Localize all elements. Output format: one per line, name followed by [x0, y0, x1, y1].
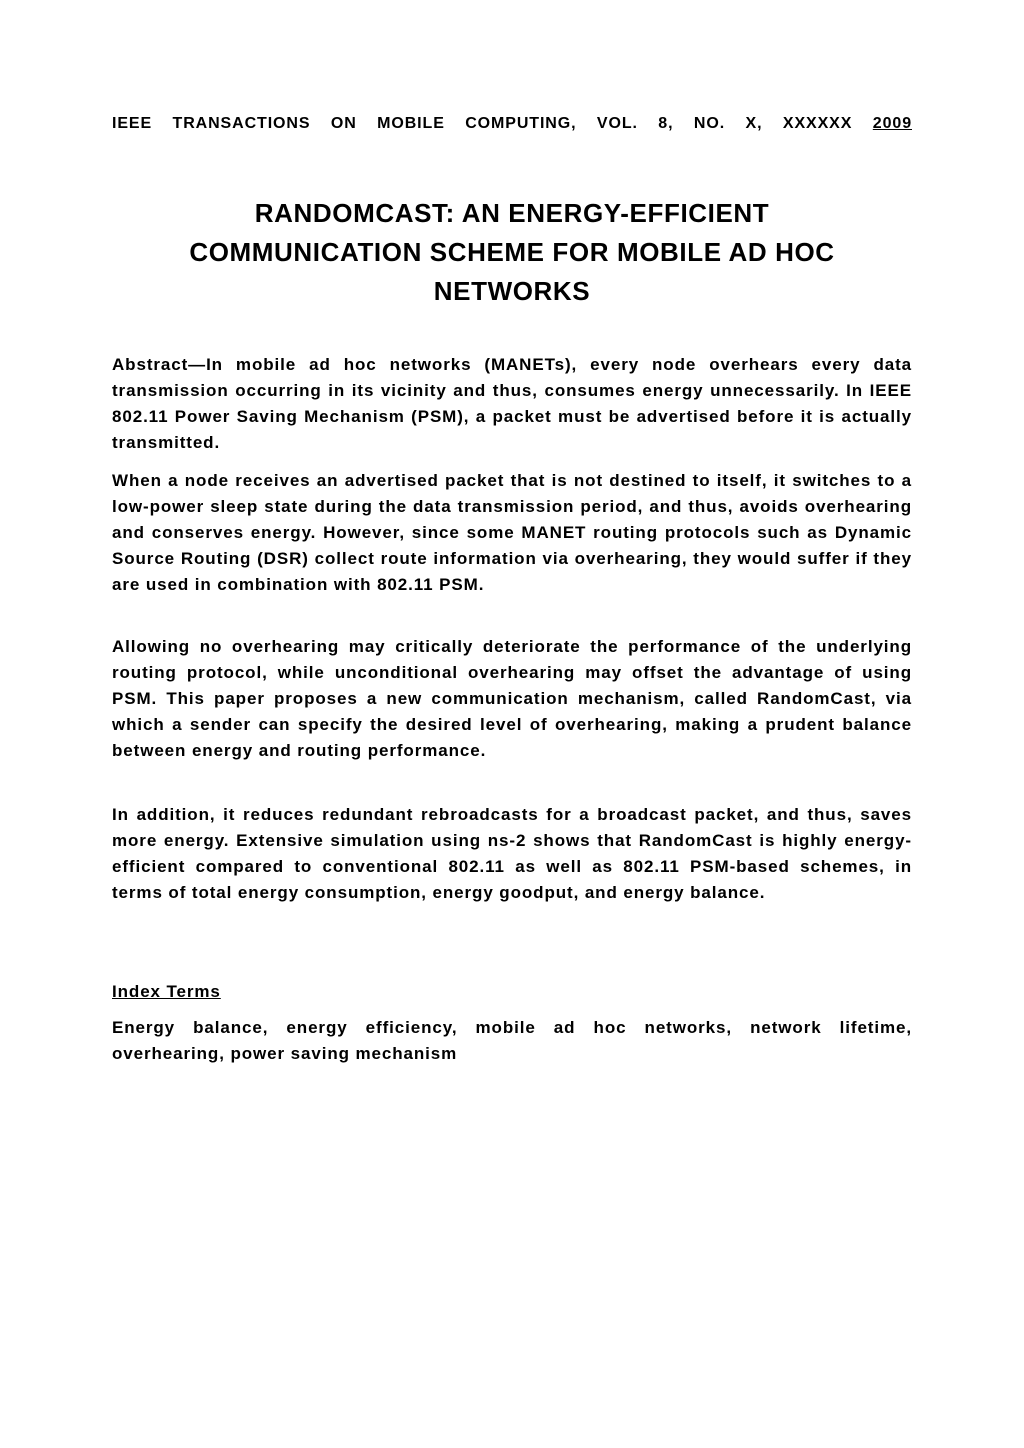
index-terms-heading: Index Terms	[112, 982, 221, 1001]
abstract-paragraph-2: When a node receives an advertised packet that is not destined to itself, it switches to a low-power sleep state during the data transmission period, and thus, avoids overhearing and conserves energy. However, since some MANET routing protocols such as Dynamic Source Routing (DSR) collect route information via overhearing, they would suffer if they are used in combination with 802.11 PSM.	[112, 471, 912, 594]
abstract-paragraph-3: Allowing no overhearing may critically deteriorate the performance of the underlying routing protocol, while unconditional overhearing may offset the advantage of using PSM. This paper proposes a new communication mechanism, called RandomCast, via which a sender can specify the desired level of overhearing, making a prudent balance between energy and routing performance.	[112, 637, 912, 760]
paper-title-line-1: RANDOMCAST: AN ENERGY-EFFICIENT	[254, 198, 770, 228]
journal-year: 2009	[872, 115, 912, 132]
journal-header	[112, 113, 912, 135]
paper-title-line-2: COMMUNICATION SCHEME FOR MOBILE AD HOC	[189, 237, 835, 267]
paper-title	[112, 194, 912, 311]
journal-header-text: IEEE TRANSACTIONS ON MOBILE COMPUTING, VOL. 8, NO. X, XXXXXX	[112, 115, 853, 132]
abstract-paragraph-4: In addition, it reduces redundant rebroadcasts for a broadcast packet, and thus, saves more energy. Extensive simulation using ns-2 shows that RandomCast is highly energy-efficient compared to conventional 802.11 as well as 802.11 PSM-based schemes, in terms of total energy consumption, energy goodput, and energy balance.	[112, 805, 912, 902]
paper-title-line-3: NETWORKS	[433, 276, 591, 306]
abstract-paragraph-1: Abstract—In mobile ad hoc networks (MANETs), every node overhears every data transmission occurring in its vicinity and thus, consumes energy unnecessarily. In IEEE 802.11 Power Saving Mechanism (PSM), a packet must be advertised before it is actually transmitted.	[112, 355, 912, 452]
index-terms-text: Energy balance, energy efficiency, mobile ad hoc networks, network lifetime, overhearing, power saving mechanism	[112, 1018, 912, 1063]
